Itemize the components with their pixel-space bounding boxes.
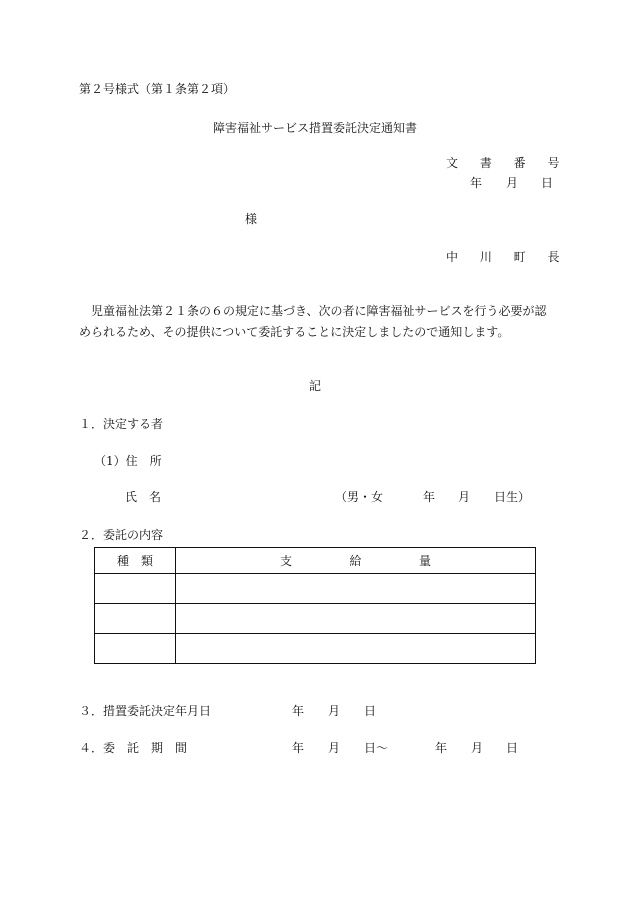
table-cell-type [95, 574, 176, 604]
table-cell-type [95, 604, 176, 634]
birth-month: 月 [458, 490, 471, 504]
decision-day: 日 [364, 704, 377, 718]
issue-date-month: 月 [506, 176, 519, 190]
ki-heading: 記 [309, 379, 322, 393]
body-paragraph: 児童福祉法第２１条の６の規定に基づき、次の者に障害福祉サービスを行う必要が認められるため、その提供について委託することに決定しましたので通知します。 [79, 304, 547, 339]
service-table [94, 547, 536, 664]
name-label: 氏 名 [125, 490, 162, 504]
table-cell-amount [176, 604, 536, 634]
gender-choice: （男・女 [335, 490, 384, 504]
section3-heading: ３．措置委託決定年月日 [79, 704, 212, 718]
address-label: （1）住 所 [94, 454, 162, 468]
period-to-year: 年 [435, 741, 448, 755]
period-from-day: 日～ [364, 741, 389, 755]
table-row [95, 634, 536, 664]
period-from-year: 年 [292, 741, 305, 755]
table-cell-amount [176, 574, 536, 604]
decision-year: 年 [292, 704, 305, 718]
form-number: 第２号様式（第１条第２項） [79, 82, 236, 96]
period-to-month: 月 [471, 741, 484, 755]
decision-month: 月 [328, 704, 341, 718]
section1-heading: １．決定する者 [79, 417, 164, 431]
issue-date-year: 年 [470, 176, 483, 190]
section2-heading: ２．委託の内容 [79, 528, 164, 542]
header-amount-char3: 量 [418, 553, 431, 568]
header-amount [176, 548, 536, 574]
issuer-name: 中 川 町 長 [446, 250, 569, 264]
table-row [95, 574, 536, 604]
issue-date-day: 日 [541, 176, 554, 190]
table-row [95, 604, 536, 634]
header-amount-char2: 給 [349, 553, 362, 568]
header-amount-char1: 支 [280, 553, 293, 568]
table-cell-amount [176, 634, 536, 664]
period-from-month: 月 [328, 741, 341, 755]
birth-year: 年 [423, 490, 436, 504]
section4-heading: ４．委 託 期 間 [79, 741, 188, 755]
table-cell-type [95, 634, 176, 664]
document-title: 障害福祉サービス措置委託決定通知書 [213, 121, 418, 135]
header-type-char1: 種 [117, 553, 130, 568]
period-to-day: 日 [506, 741, 519, 755]
birth-day: 日生） [494, 490, 531, 504]
addressee-suffix: 様 [245, 212, 258, 226]
header-type [95, 548, 176, 574]
header-type-char2: 類 [140, 553, 153, 568]
document-number-label: 文 書 番 号 [446, 156, 569, 170]
table-header-row [95, 548, 536, 574]
